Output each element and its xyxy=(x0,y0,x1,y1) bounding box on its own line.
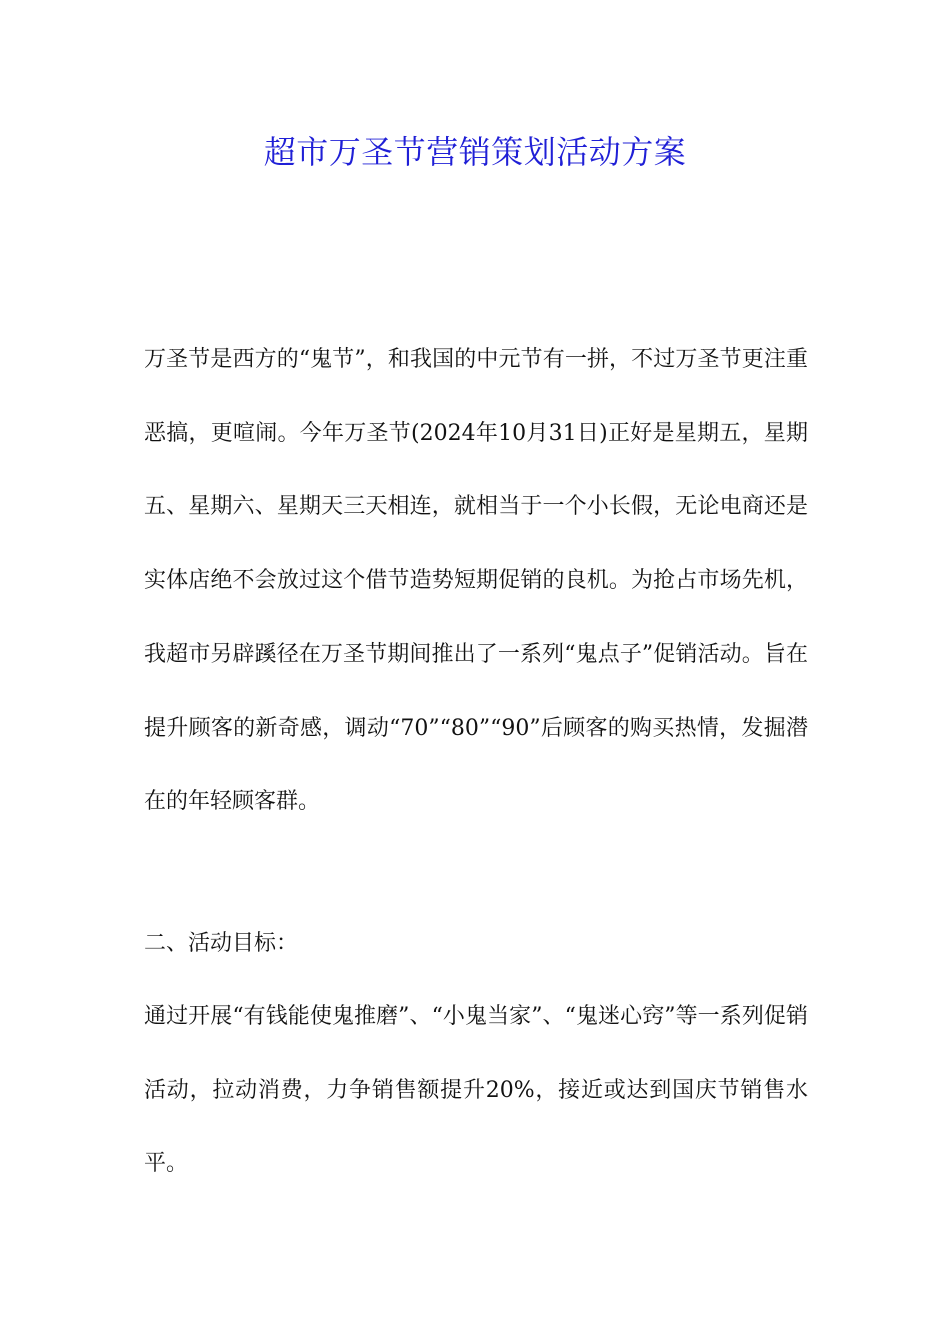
intro-paragraph: 万圣节是西方的“鬼节”，和我国的中元节有一拼，不过万圣节更注重恶搞，更喧闹。今年万圣节(2024年10月31日)正好是星期五，星期五、星期六、星期天三天相连，就相当于一个小长假，无论电商还是实体店绝不会放过这个借节造势短期促销的良机。为抢占市场先机，我超市另辟蹊径在万圣节期间推出了一系列“鬼点子”促销活动。旨在提升顾客的新奇感，调动“70”“80”“90”后顾客的购买热情，发掘潜在的年轻顾客群。 xyxy=(144,347,808,815)
goal-section xyxy=(144,980,808,1201)
goal-heading-section xyxy=(144,907,808,981)
section-heading: 二、活动目标： xyxy=(144,931,299,956)
goal-paragraph: 通过开展“有钱能使鬼推磨”、“小鬼当家”、“鬼迷心窍”等一系列促销活动，拉动消费，力争销售额提升20%，接近或达到国庆节销售水平。 xyxy=(144,1004,808,1177)
document-title: 超市万圣节营销策划活动方案 xyxy=(263,133,687,171)
intro-section xyxy=(144,323,808,839)
